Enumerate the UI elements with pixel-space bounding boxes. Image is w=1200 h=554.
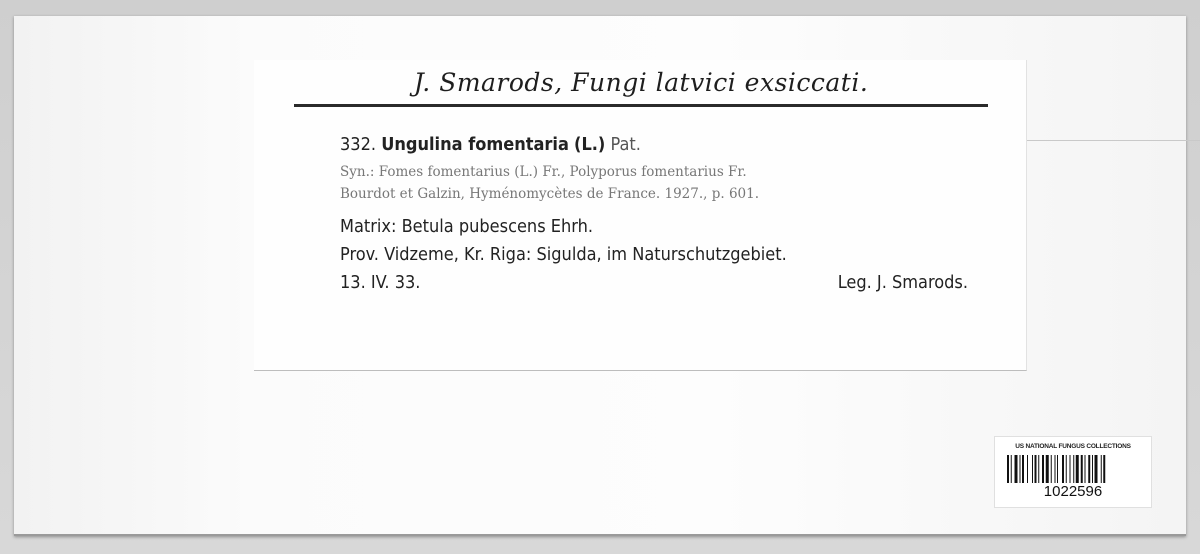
barcode-icon: [1007, 455, 1139, 483]
collection-date: 13. IV. 33.: [340, 272, 421, 293]
header-rule: [294, 104, 988, 107]
taxon-name: Ungulina fomentaria: [381, 134, 569, 155]
synonym-line-2: Bourdot et Galzin, Hyménomycètes de France. 1927., p. 601.: [340, 186, 760, 202]
herbarium-label: [254, 60, 1027, 371]
packet-flap-edge: [1024, 140, 1200, 141]
date-collector-line: [340, 272, 968, 293]
matrix-line: Matrix: Betula pubescens Ehrh.: [340, 216, 594, 237]
barcode-number: 1022596: [1043, 483, 1103, 500]
exsiccata-number: 332.: [340, 134, 377, 155]
locality-line: Prov. Vidzeme, Kr. Riga: Sigulda, im Naturschutzgebiet.: [340, 244, 787, 265]
collector: Leg. J. Smarods.: [837, 272, 968, 293]
label-header: J. Smarods, Fungi latvici exsiccati.: [413, 68, 869, 97]
barcode-label: [994, 436, 1152, 508]
taxon-line: [340, 134, 641, 155]
synonym-line-1: Syn.: Fomes fomentarius (L.) Fr., Polyporus fomentarius Fr.: [340, 164, 747, 180]
taxon-author: Pat.: [610, 134, 641, 155]
barcode-institution: US NATIONAL FUNGUS COLLECTIONS: [1015, 443, 1131, 450]
taxon-basionym-author: (L.): [574, 134, 606, 155]
